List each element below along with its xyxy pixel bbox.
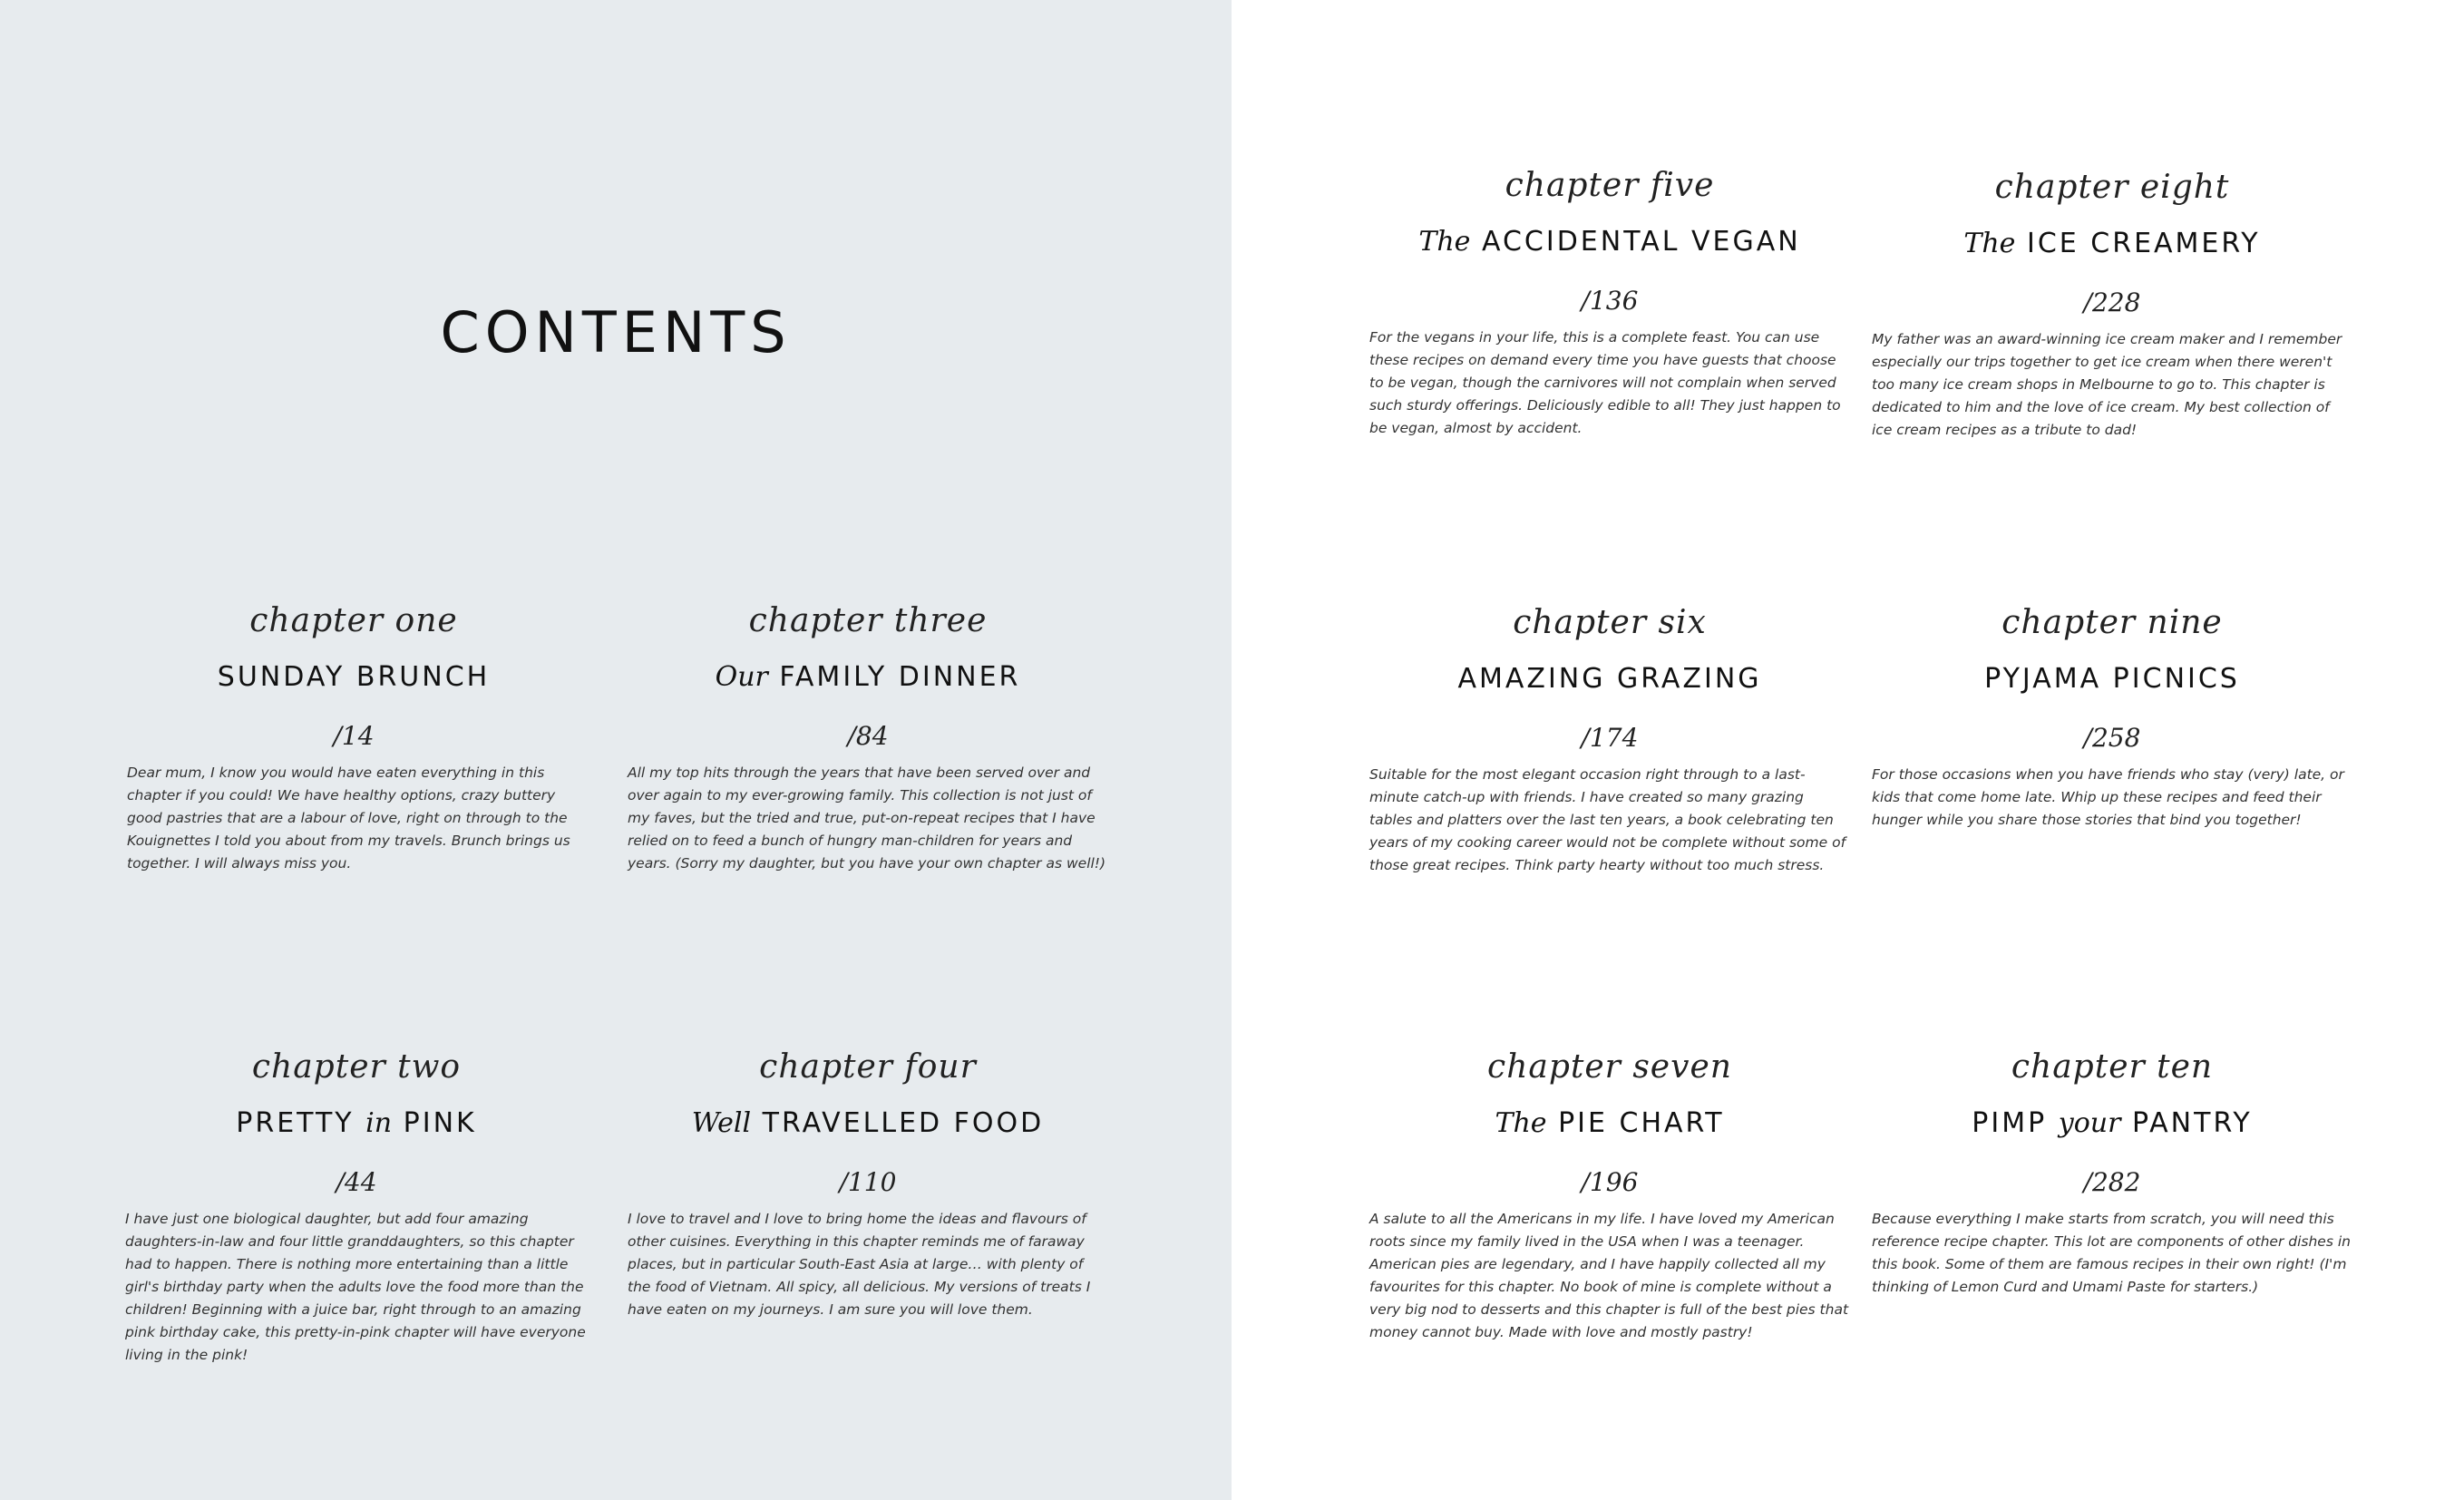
chapter-title-main: ACCIDENTAL VEGAN [1481, 226, 1801, 258]
chapter-page-number: /84 [847, 721, 889, 751]
chapter-page-number: /258 [2083, 723, 2141, 753]
chapter-page-number: /110 [839, 1167, 897, 1197]
chapter-title [1872, 660, 2352, 698]
chapter-title-script: in [365, 1107, 393, 1139]
chapter-title [628, 658, 1108, 696]
chapter-title-script: Our [715, 661, 768, 693]
chapter-title-main: PIE CHART [1558, 1107, 1725, 1139]
chapter-page-number: /44 [336, 1167, 377, 1197]
chapter-label: chapter five [1505, 167, 1715, 204]
chapter-title-script: The [1495, 1107, 1547, 1139]
chapter-title-script: Well [691, 1107, 752, 1139]
chapter-title [1872, 1105, 2352, 1143]
chapter-label: chapter two [251, 1048, 462, 1086]
chapter-title-main: SUNDAY BRUNCH [217, 661, 491, 693]
chapter-one-entry [127, 599, 580, 875]
chapter-five-entry [1369, 163, 1850, 440]
chapter-label: chapter ten [2011, 1048, 2214, 1086]
chapter-description: For the vegans in your life, this is a complete feast. You can use these recipes on demand every time you have guests that choose to be vegan, though the carnivores will not complain when served such sturdy offerings. Deliciously edible to all! They just happen to be vegan, almost by accident. [1369, 329, 1841, 436]
chapter-title-main: FAMILY DINNER [779, 661, 1021, 693]
chapter-two-entry [125, 1045, 588, 1367]
chapter-page-number: /282 [2083, 1167, 2141, 1197]
chapter-label: chapter one [249, 602, 458, 639]
chapter-four-entry [628, 1045, 1108, 1321]
chapter-description: Suitable for the most elegant occasion right through to a last-minute catch-up with friends. I have created so many grazing tables and platters over the last ten years, a book celebrating ten years of my cooking career would not be complete without some of those great recipes. Think party hearty without too much stress. [1369, 766, 1846, 873]
contents-heading: CONTENTS [440, 299, 792, 365]
chapter-title-end: PANTRY [2131, 1107, 2253, 1139]
chapter-title [1369, 223, 1850, 261]
chapter-title-script: The [1963, 228, 2016, 259]
chapter-label: chapter seven [1487, 1048, 1732, 1086]
chapter-eight-entry [1872, 165, 2352, 442]
chapter-page-number: /196 [1581, 1167, 1639, 1197]
chapter-description: For those occasions when you have friends who stay (very) late, or kids that come home late. Whip up these recipes and feed their hunger while you share those stories that bind you together! [1872, 766, 2344, 828]
chapter-title [1872, 225, 2352, 263]
chapter-description: My father was an award-winning ice cream maker and I remember especially our trips together to get ice cream when there weren't too many ice cream shops in Melbourne to go to. This chapter is dedicated to him and the love of ice cream. My best collection of ice cream recipes as a tribute to dad! [1872, 331, 2342, 438]
chapter-title-script: The [1418, 226, 1471, 258]
chapter-label: chapter eight [1994, 169, 2230, 206]
chapter-nine-entry [1872, 600, 2352, 832]
chapter-title-main: AMAZING GRAZING [1457, 663, 1762, 695]
chapter-label: chapter four [759, 1048, 977, 1086]
chapter-description: I love to travel and I love to bring home the ideas and flavours of other cuisines. Everything in this chapter reminds me of faraway places, but in particular South-East Asia at large… with plenty of the food of Vietnam. All spicy, all delicious. My versions of treats I have eaten on my journeys. I am sure you will love them. [628, 1211, 1091, 1318]
chapter-description: Because everything I make starts from scratch, you will need this reference recipe chapter. This lot are components of other dishes in this book. Some of them are famous recipes in their own right! (I'm thinking of Lemon Curd and Umami Paste for starters.) [1872, 1211, 2351, 1295]
chapter-title-main: PYJAMA PICNICS [1984, 663, 2240, 695]
chapter-ten-entry [1872, 1045, 2352, 1299]
chapter-label: chapter three [748, 602, 988, 639]
chapter-page-number: /228 [2083, 287, 2141, 317]
chapter-description: A salute to all the Americans in my life. I have loved my American roots since my family lived in the USA when I was a teenager. American pies are legendary, and I have happily collected all my favourites for this chapter. No book of mine is complete without a very big nod to desserts and this chapter is full of the best pies that money cannot buy. Made with love and mostly pastry! [1369, 1211, 1849, 1340]
chapter-title-script: your [2058, 1107, 2121, 1139]
chapter-page-number: /174 [1581, 723, 1639, 753]
chapter-label: chapter nine [2001, 604, 2223, 641]
chapter-title [125, 1105, 588, 1143]
chapter-description: Dear mum, I know you would have eaten everything in this chapter if you could! We have healthy options, crazy buttery good pastries that are a labour of love, right on through to the Kouignettes I told you about from my travels. Brunch brings us together. I will always miss you. [127, 765, 570, 872]
chapter-title-main: ICE CREAMERY [2026, 228, 2261, 259]
chapter-title-end: PINK [403, 1107, 477, 1139]
chapter-three-entry [628, 599, 1108, 875]
chapter-title-main: PRETTY [236, 1107, 355, 1139]
chapter-label: chapter six [1513, 604, 1707, 641]
chapter-six-entry [1369, 600, 1850, 877]
chapter-page-number: /14 [333, 721, 375, 751]
chapter-page-number: /136 [1581, 286, 1639, 316]
chapter-description: I have just one biological daughter, but add four amazing daughters-in-law and four little granddaughters, so this chapter had to happen. There is nothing more entertaining than a little girl's birthday party when the adults love the food more than the children! Beginning with a juice bar, right through to an amazing pink birthday cake, this pretty-in-pink chapter will have everyone living in the pink! [125, 1211, 586, 1363]
chapter-description: All my top hits through the years that have been served over and over again to my ever-growing family. This collection is not just of my faves, but the tried and true, put-on-repeat recipes that I have relied on to feed a bunch of hungry man-children for years and years. (Sorry my daughter, but you have your own chapter as well!) [628, 765, 1106, 872]
chapter-title [1369, 660, 1850, 698]
chapter-title [127, 658, 580, 696]
chapter-title-main: TRAVELLED FOOD [762, 1107, 1045, 1139]
chapter-title-main: PIMP [1972, 1107, 2048, 1139]
chapter-title [628, 1105, 1108, 1143]
chapter-seven-entry [1369, 1045, 1850, 1344]
chapter-title [1369, 1105, 1850, 1143]
